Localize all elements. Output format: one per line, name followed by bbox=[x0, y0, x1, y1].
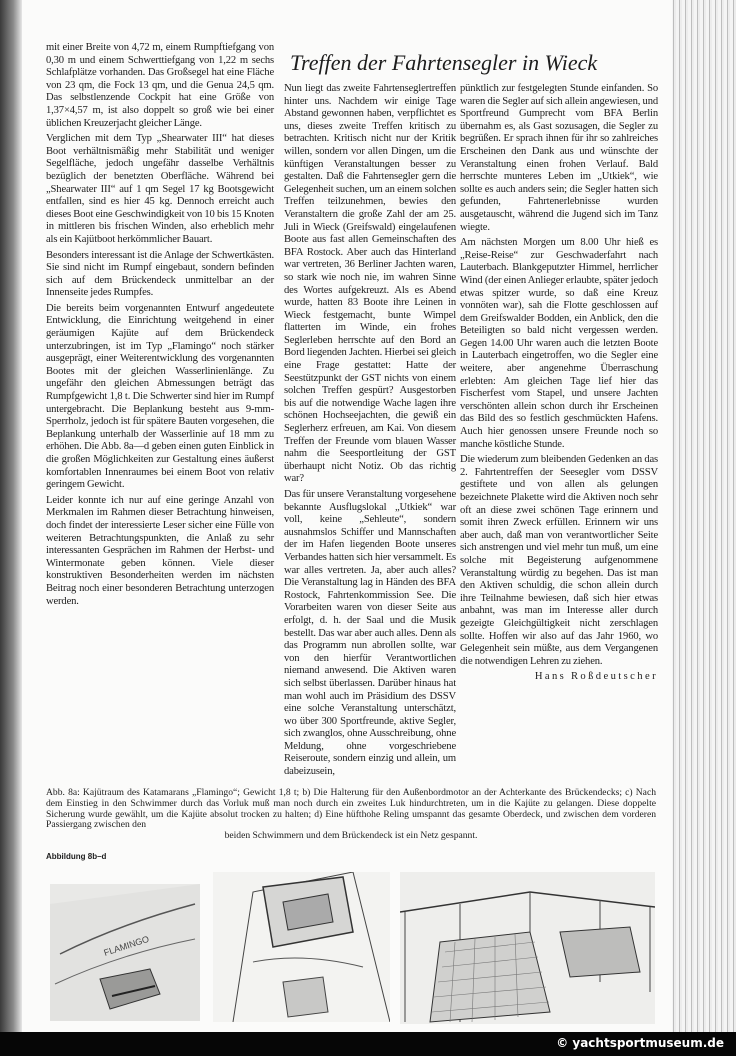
paragraph: pünktlich zur festgelegten Stunde einfanden. So waren die Segler auf sich allein angewiesen, und Sportfreund Gumprecht vom BFA Berlin übernahm es, als Gast sozusagen, die Segler zu begrüßen. Er sprach ihnen für ihr so zahlreiches Erscheinen den Dank aus und wünschte der Veranstaltung einen frohen Verlauf. Bald herrschte munteres Leben im „Utkiek“, wie sollte es auch anders sein; die Segler hatten sich gefunden, Fahrtenerlebnisse wurden ausgetauscht, während die Jugend sich im Tanz wiegte. bbox=[460, 83, 658, 233]
book-binding bbox=[0, 0, 22, 1034]
footer-bar bbox=[0, 1032, 736, 1056]
paragraph: Leider konnte ich nur auf eine geringe Anzahl von Merkmalen im Rahmen dieser Betrachtung hinweisen, doch findet der interessierte Leser sicher eine Fülle von weiteren Betrachtungspunkten, die Anlaß zu sehr interessanten Gesprächen im Rahmen der Herbst- und Wintermonate geben können. Viele dieser konstruktiven Besonderheiten werden im nächsten Beitrag noch einer besonderen Betrachtung unterzogen werden. bbox=[46, 494, 274, 607]
paragraph: Nun liegt das zweite Fahrtenseglertreffen hinter uns. Nachdem wir einige Tage Abstand gewonnen haben, verpflichtet es uns, dieses zweite Treffen kritisch zu betrachten. Kritisch nicht nur der Kritik willen, sondern vor allen Dingen, um die künftigen Veranstaltungen besser zu gestalten. Daß die Fahrtensegler gern die Gelegenheit suchen, um an einem solchen Treffen teilzunehmen, bewies den Veranstaltern die große Zahl der am 25. Juli in Wieck (Greifswald) eingelaufenen Boote aus fast allen Gemeinschaften des BFA Rostock. Aber auch das Hinterland war vertreten, 36 Berliner Jachten waren, so stark wie noch nie, im wahren Sinne des Wortes aufgekreuzt. Als es Abend wurde, hatten 83 Boote ihre Leinen in Wieck festgemacht, bunte Wimpel flatterten im Winde, ein frohes Seglerleben herrschte auf den Bord an Bord liegenden Jachten. Hierbei sei gleich eine Frage gestattet: Hatte der Seestützpunkt der GST nichts von einem solchen Treffen gespürt? Ausgestorben bis auf die notwendige Wache lagen ihre schönen Hochseejachten, die gewiß ein Seglerherz erfreuen, am Kai. Von diesem Treffen der Freunde vom blauen Wasser nahm die Seesportleitung der GST überhaupt nicht Notiz. Ob das richtig war? bbox=[284, 83, 456, 485]
author-signature: Hans Roßdeutscher bbox=[534, 671, 658, 683]
paragraph: Besonders interessant ist die Anlage der Schwertkästen. Sie sind nicht im Rumpf eingebaut, sondern befinden sich auf dem Brückendeck unmittelbar an der Innenseite jedes Rumpfes. bbox=[46, 249, 274, 299]
figure-b-outboard-mount-sketch bbox=[50, 884, 200, 1021]
left-column bbox=[46, 42, 274, 611]
paragraph: Verglichen mit dem Typ „Shearwater III“ hat dieses Boot verhältnismäßig mehr Stabilität und weniger Segelfläche, jedoch ungefähr dasselbe Verhältnis bezüglich der benetzten Oberfläche. Während bei „Shearwater III“ auf 1 qm Segel 17 kg Bootsgewicht entfallen, sind es hier 45 kg. Dennoch erreicht auch dieses Boot eine Geschwindigkeit von 10 bis 15 Knoten in mittleren bis frischen Winden, also erheblich mehr als ein Kajütboot herkömmlicher Bauart. bbox=[46, 133, 274, 245]
article-title: Treffen der Fahrtensegler in Wieck bbox=[290, 50, 598, 75]
caption-text: Abb. 8a: Kajütraum des Katamarans „Flamingo“; Gewicht 1,8 t; b) Die Halterung für den Außenbordmotor an der Achterkante des Brückendecks; c) Nach dem Einstieg in den Schwimmer durch das Vorluk muß man noch durch ein zweites Luk hindurchtreten, um in die Kajüte zu gelangen. Diese doppelte Sicherung wurde gewählt, um die Kajüte absolut trocken zu halten; d) Eine hüfthohe Reling umspannt das gesamte Oberdeck, und zwischen dem vorderen Passiergang zwischen den bbox=[46, 787, 656, 831]
copyright-watermark: © yachtsportmuseum.de bbox=[556, 1036, 724, 1050]
figure-d-deck-net-sketch bbox=[400, 872, 655, 1024]
right-column bbox=[460, 83, 658, 684]
figure-caption bbox=[46, 788, 656, 842]
figure-c-hatch-sketch bbox=[213, 872, 390, 1022]
figure-label: Abbildung 8b–d bbox=[46, 852, 107, 861]
hull-lettering: FLAMINGO bbox=[102, 933, 151, 958]
paragraph: Die bereits beim vorgenannten Entwurf angedeutete Entwicklung, die Einrichtung weitgehend in einer geräumigen Kajüte auf dem Brückendeck unterzubringen, ist im Typ „Flamingo“ noch stärker ausgeprägt, einer Weiterentwicklung des vorgenannten Bootes mit der gleichen Wasserlinienlänge. Zu ungefähr den gleichen Abmessungen beträgt das Rumpfgewicht 1,8 t. Die Schwerter sind hier im Rumpf untergebracht. Die Beplankung besteht aus 9-mm-Sperrholz, jedoch ist für spätere Bauten vorgesehen, die Beplankung unterhalb der Wasserlinie auf 18 mm zu erhöhen. Die Abb. 8a—d geben einen guten Einblick in die großen Möglichkeiten zur Gestaltung eines äußerst komfortablen Innenraumes bei einem Boot von relativ geringem Gewicht. bbox=[46, 302, 274, 491]
paragraph: Am nächsten Morgen um 8.00 Uhr hieß es „Reise-Reise“ zur Geschwaderfahrt nach Lauterbach. Blankgeputzter Himmel, herrlicher Wind (der einen Anlieger erlaubte, später jedoch etwas spitzer wurde, so daß eine Kreuz vonnöten war), sah die Flotte geschlossen auf dem Greifswalder Bodden, ein Anblick, den die Beteiligten so bald nicht vergessen werden. Gegen 14.00 Uhr waren auch die letzten Boote in Lauterbach eingetroffen, wo die Segler eine weitere, aber angenehme Überraschung erlebten: Am gleichen Tage lief hier das Fischerfest vom Stapel, und unsere Jachten verschönten allein schon durch ihr Erscheinen das Bild des so festlich geschmückten Hafens. Auch hier genossen unsere Freunde noch so manche köstliche Stunde. bbox=[460, 237, 658, 450]
page-edges bbox=[664, 0, 736, 1034]
caption-last-line: beiden Schwimmern und dem Brückendeck ist ein Netz gespannt. bbox=[224, 830, 478, 842]
paragraph: Die wiederum zum bleibenden Gedenken an das 2. Fahrtentreffen der Seesegler vom DSSV gestiftete und von allen als gelungen bezeichnete Plakette wird die Aktiven noch sehr oft an diese zwei schönen Tage erinnern und somit ihren Zweck erfüllen. Erinnern wir uns aber auch, daß man von verantwortlicher Seite sich anstrengen und viel mehr tun muß, um eine solche mit Begeisterung aufgenommene Veranstaltung würdig zu begehen. Das ist man den Aktiven schuldig, die schon allein durch ihre Teilnahme bewiesen, daß sich hier etwas anbahnt, was man im Interesse aller durch gezeigte Gleichgültigkeit nicht zerschlagen sollte. Hoffen wir also auf das Jahr 1960, wo Gelegenheit sein müßte, aus dem Vergangenen die notwendigen Lehren zu ziehen. bbox=[460, 454, 658, 667]
paragraph: mit einer Breite von 4,72 m, einem Rumpftiefgang von 0,30 m und einem Schwerttiefgang von 1,22 m sechs Schlafplätze vorhanden. Das Großsegel hat eine Fläche von 23 qm, die Fock 13 qm, und die Genua 24,5 qm. Das selbstlenzende Cockpit hat eine Größe von 1,37×4,57 m, ist also doppelt so groß wie bei einer üblichen Kreuzerjacht gleicher Länge. bbox=[46, 42, 274, 129]
paragraph: Das für unsere Veranstaltung vorgesehene bekannte Ausflugslokal „Utkiek“ war voll, keine „Sehleute“, sondern ausnahmslos Schiffer und Mannschaften der im Hafen liegenden Boote unseres Verbandes hatten sich hier versammelt. Es war alles vertreten. Ja, aber auch alles? Die Veranstaltung lag in Händen des BFA Rostock, Fahrtenkommission See. Die Vorarbeiten waren von dieser Seite aus erfolgt, d. h. der Saal und die Musik bestellt. Das war aber auch alles. Denn als das Programm nun abrollen sollte, war von den hierfür Verantwortlichen niemand anwesend. Die Aktiven waren sich selbst überlassen. Darüber hinaus hat man wohl auch im Präsidium des DSSV eine solche Veranstaltung unterschätzt, wo über 300 Sportfreunde, aktive Segler, sich zwanglos, ohne Ausschreibung, ohne Meldung, ohne vorgeschriebene Reiseroute, sondern einzig und allein, um dabeizusein, bbox=[284, 489, 456, 778]
middle-column bbox=[284, 83, 456, 782]
